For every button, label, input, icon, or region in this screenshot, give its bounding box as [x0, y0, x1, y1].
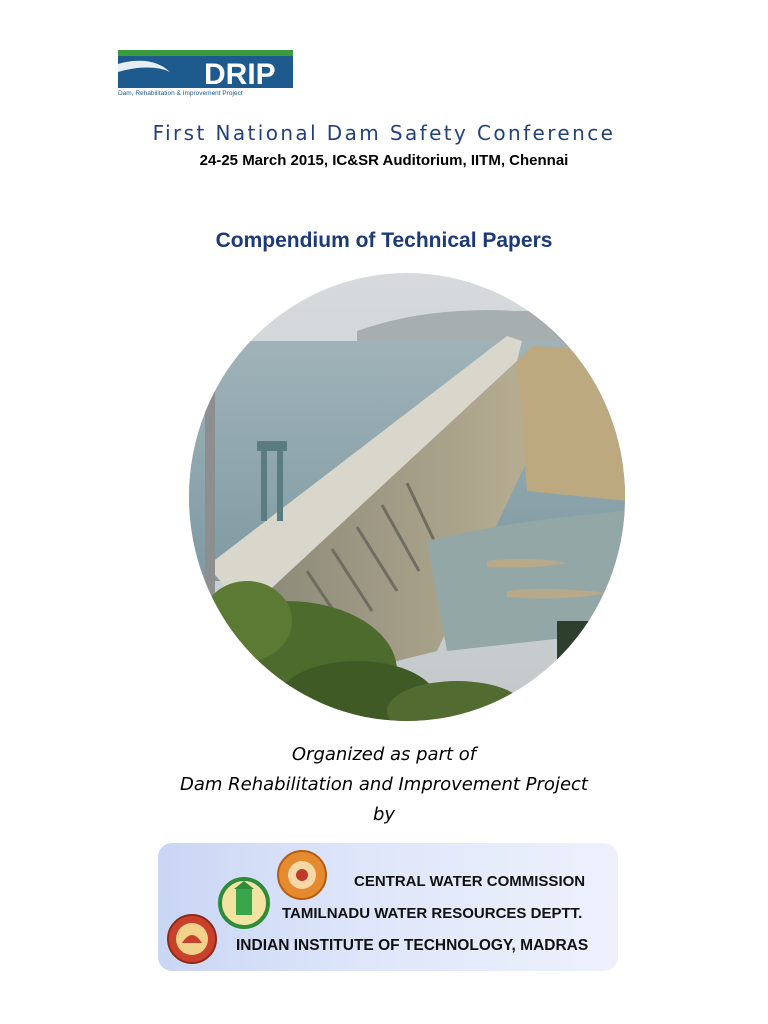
iit-madras-emblem-icon — [166, 913, 218, 965]
org-name-cwc: CENTRAL WATER COMMISSION — [354, 873, 586, 890]
conference-subtitle: 24-25 March 2015, IC&SR Auditorium, IITM, Chennai — [199, 152, 569, 169]
dam-photo — [187, 271, 627, 723]
tamilnadu-emblem-icon — [218, 877, 270, 929]
logo-caption: Dam, Rehabilitation & Improvement Project — [118, 90, 243, 97]
compendium-title: Compendium of Technical Papers — [215, 229, 553, 252]
organizations-banner — [158, 843, 618, 971]
org-name-iitm: INDIAN INSTITUTE OF TECHNOLOGY, MADRAS — [236, 937, 589, 954]
organized-line-3: by — [372, 804, 396, 825]
organized-line-1: Organized as part of — [291, 744, 477, 765]
cwc-emblem-icon — [276, 849, 328, 901]
organized-line-2: Dam Rehabilitation and Improvement Project — [180, 774, 588, 795]
org-name-tamilnadu: TAMILNADU WATER RESOURCES DEPTT. — [282, 905, 583, 922]
logo-wordmark: DRIP — [204, 58, 276, 91]
organized-text — [0, 740, 768, 830]
conference-title: First National Dam Safety Conference — [152, 121, 616, 145]
